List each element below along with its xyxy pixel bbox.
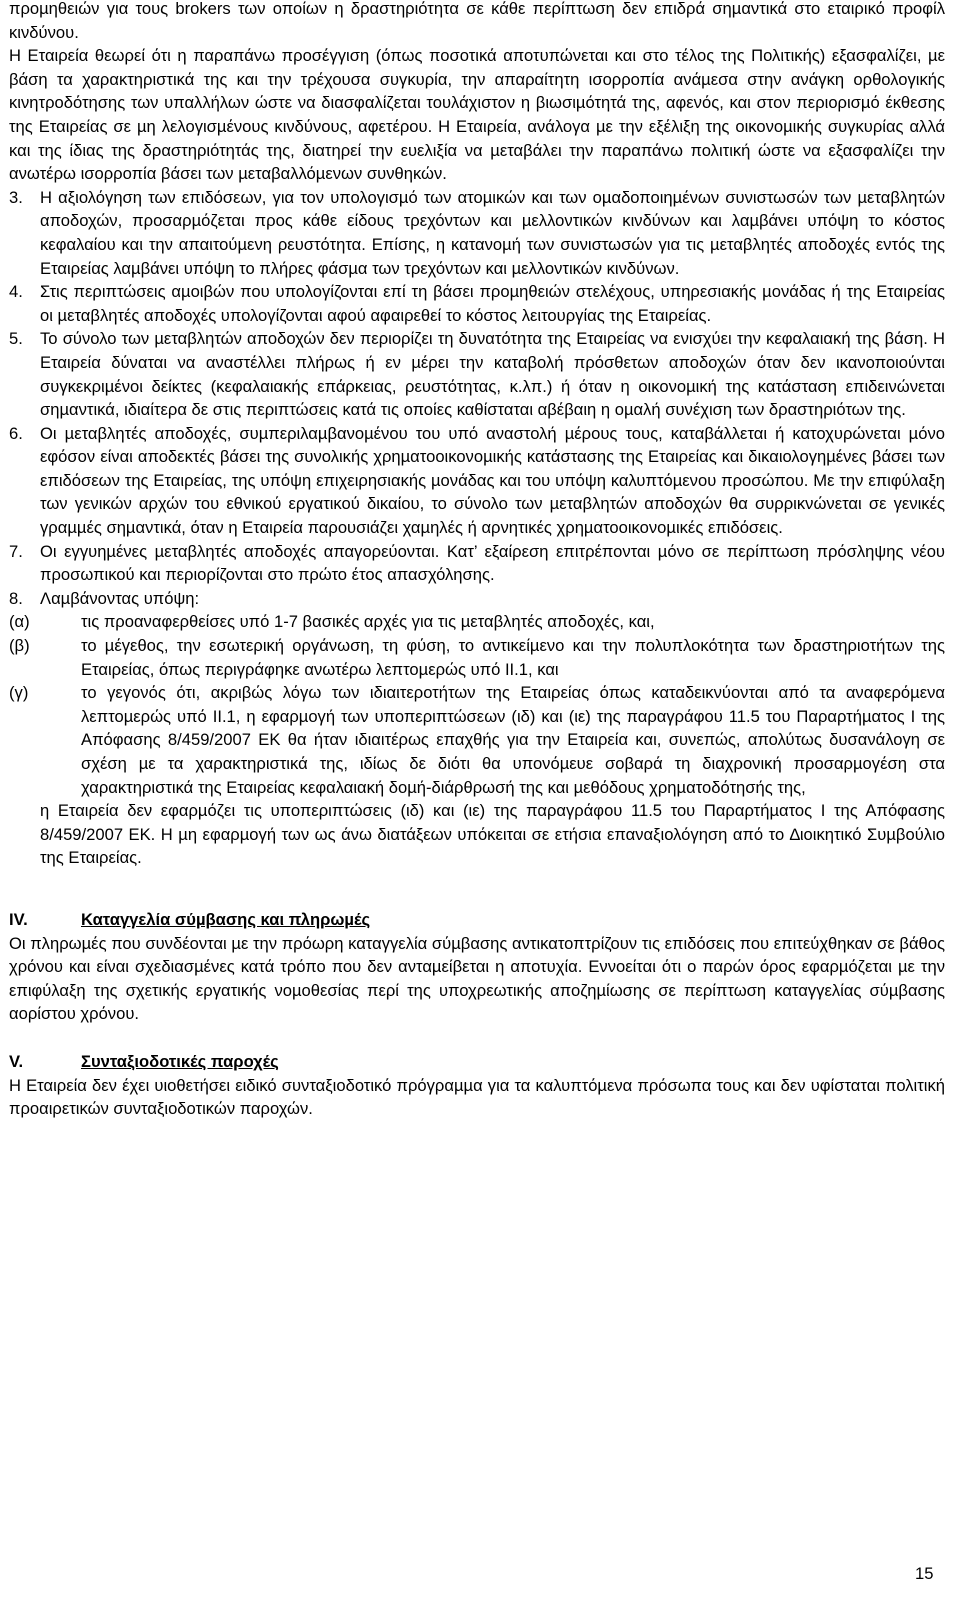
list-item-text: Λαµβάνοντας υπόψη: [40,588,200,608]
sub-item-text: το µέγεθος, την εσωτερική οργάνωση, τη φύση, το αντικείµενο και την πολυπλοκότητα των δραστηριοτήτων της Εταιρείας, όπως περιγράφηκε ανωτέρω λεπτοµερώς υπό ΙΙ.1, και [81,636,945,679]
list-item-text: Η αξιολόγηση των επιδόσεων, για τον υπολογισµό των ατοµικών και των οµαδοποιηµένων συνιστωσών των µεταβλητών αποδοχών, προσαρµόζεται προς κάθε είδους τρεχόντων και µελλοντικών κινδύνων και λαµβάνει υπόψη το κόστος κεφαλαίου και την απαιτούµενη ρευστότητα. Επίσης, η κατανοµή των συνιστωσών για τις µεταβλητές αποδοχές εντός της Εταιρείας λαµβάνει υπόψη το πλήρες φάσµα των τρεχόντων και µελλοντικών κινδύνων. [40,187,945,278]
list-item-number: 7. [9,541,23,561]
conclusion-paragraph: η Εταιρεία δεν εφαρµόζει τις υποπεριπτώσεις (ιδ) και (ιε) της παραγράφου 11.5 του Παραρτήµατος Ι της Απόφασης 8/459/2007 ΕΚ. Η µη εφαρµογή των ως άνω διατάξεων υπόκειται σε ετήσια επαναξιολόγηση από το ∆ιοικητικό Συµβούλιο της Εταιρείας. [40,801,945,868]
list-item-5 [9,327,945,421]
sub-item-letter: (β) [9,636,30,656]
spacer [9,1026,945,1050]
list-item-number: 5. [9,329,23,349]
section-title: Συνταξιοδοτικές παροχές [81,1051,279,1071]
sub-item-letter: (α) [9,612,30,632]
section-heading [9,1050,945,1074]
list-item-text: Το σύνολο των µεταβλητών αποδοχών δεν περιορίζει τη δυνατότητα της Εταιρείας να ενισχύει την κεφαλαιακή της βάση. Η Εταιρεία δύναται να αναστέλλει πλήρως ή εν µέρει την καταβολή πρόσθετων αποδοχών όταν δεν ικανοποιούνται συγκεκριµένοι δείκτες (κεφαλαιακής επάρκειας, ρευστότητας, κ.λπ.) ή όταν η οικονοµική της κατάσταση επιδεινώνεται σηµαντικά, ιδιαίτερα δε στις περιπτώσεις κατά τις οποίες καθίσταται αβέβαιη η οµαλή συνέχιση των δραστηριότων της. [40,329,945,420]
section-iv [9,908,945,1026]
page-number: 15 [915,1564,934,1583]
list-item-4 [9,280,945,327]
spacer [9,870,945,908]
section-title: Καταγγελία σύµβασης και πληρωµές [81,909,371,929]
list-item-number: 4. [9,282,23,302]
list-item-text: Οι µεταβλητές αποδοχές, συµπεριλαµβανοµένου του υπό αναστολή µέρους τους, καταβάλλεται ή κατοχυρώνεται µόνο εφόσον είναι αποδεκτές βάσει της συνολικής χρηµατοοικονοµικής κατάστασης της Εταιρείας και δικαιολογηµένες βάσει των επιδόσεων της Εταιρείας, της υπόψη επιχειρησιακής µονάδας και του υπόψη καλυπτόµενου προσώπου. Με την επιφύλαξη των γενικών αρχών του εθνικού εργατικού δικαίου, το σύνολο των µεταβλητών αποδοχών θα συρρικνώνεται σε γενικές γραµµές σηµαντικά, όταν η Εταιρεία παρουσιάζει χαµηλές ή αρνητικές χρηµατοοικονοµικές επιδόσεις. [40,423,945,538]
sub-item-text: το γεγονός ότι, ακριβώς λόγω των ιδιαιτεροτήτων της Εταιρείας όπως καταδεικνύονται από τα αναφερόµενα λεπτοµερώς υπό ΙΙ.1, η εφαρµογή των υποπεριπτώσεων (ιδ) και (ιε) της παραγράφου 11.5 του Παραρτήµατος Ι της Απόφασης 8/459/2007 ΕΚ θα ήταν ιδιαιτέρως επαχθής για την Εταιρεία και, συνεπώς, απολύτως δυσανάλογη σε σχέση µε τα χαρακτηριστικά της, ιδίως δε διότι θα υπονόµευε σοβαρά τη διαχρονική προσαρµογέση στα χαρακτηριστικά της Εταιρείας κεφαλαιακή δοµή-διάρθρωσή της και µεθόδους χρηµατοδότησής της, [81,683,945,797]
intro-paragraph: Η Εταιρεία θεωρεί ότι η παραπάνω προσέγγιση (όπως ποσοτικά αποτυπώνεται και στο τέλος της Πολιτικής) εξασφαλίζει, µε βάση τα χαρακτηριστικά της και την τρέχουσα συγκυρία, την απαραίτητη ισορροπία ανάµεσα στην ανάγκη ορθολογικής κινητροδότησης των υπαλλήλων ώστε να διασφαλίζεται τουλάχιστον η βιωσιµότητά της, αφενός, και στον περιορισµό έκθεσης της Εταιρείας σε µη λελογισµένους κινδύνους, αφετέρου. Η Εταιρεία, ανάλογα µε την εξέλιξη της οικονοµικής συγκυρίας αλλά και της ίδιας της δραστηριότητάς της, διατηρεί την ευελιξία να µεταβάλει την παραπάνω πολιτική ώστε να εξασφαλίζει την ανωτέρω ισορροπία βάσει των µεταβαλλόµενων συνθηκών. [9,46,945,184]
sub-item-c [9,681,945,799]
intro-continuation: προµηθειών για τους brokers των οποίων η δραστηριότητα σε κάθε περίπτωση δεν επιδρά σηµαντικά στο εταιρικό προφίλ κινδύνου. [9,0,945,42]
section-v [9,1050,945,1121]
list-item-number: 8. [9,588,23,608]
list-item-6 [9,422,945,540]
section-text: Η Εταιρεία δεν έχει υιοθετήσει ειδικό συνταξιοδοτικό πρόγραµµα για τα καλυπτόµενα πρόσωπα τους και δεν υφίσταται πολιτική προαιρετικών συνταξιοδοτικών παροχών. [9,1075,945,1119]
section-text: Οι πληρωµές που συνδέονται µε την πρόωρη καταγγελία σύµβασης αντικατοπτρίζουν τις επιδόσεις που επιτεύχθηκαν σε βάθος χρόνου και είναι σχεδιασµένες κατά τρόπο που δεν ανταµείβεται η αποτυχία. Εννοείται ότι ο παρών όρος εφαρµόζεται µε την επιφύλαξη της σχετικής εργατικής νοµοθεσίας περί της υποχρεωτικής αποζηµίωσης σε περίπτωση καταγγελίας σύµβασης αορίστου χρόνου. [9,933,945,1024]
list-item-8 [9,587,945,611]
list-item-text: Στις περιπτώσεις αµοιβών που υπολογίζονται επί τη βάσει προµηθειών στελέχους, υπηρεσιακής µονάδας ή της Εταιρείας οι µεταβλητές αποδοχές υπολογίζονται αφού αφαιρεθεί το κόστος λειτουργίας της Εταιρείας. [40,282,945,325]
list-item-3 [9,186,945,280]
list-item-7 [9,540,945,587]
list-item-number: 6. [9,423,23,443]
document-page [9,0,945,1121]
sub-item-a [9,610,945,634]
section-heading [9,908,945,932]
section-numeral: IV. [9,909,28,929]
sub-item-b [9,634,945,681]
section-numeral: V. [9,1051,24,1071]
list-item-text: Οι εγγυηµένες µεταβλητές αποδοχές απαγορεύονται. Κατ’ εξαίρεση επιτρέπονται µόνο σε περίπτωση πρόσληψης νέου προσωπικού και περιορίζονται στο πρώτο έτος απασχόλησης. [40,541,945,585]
sub-item-letter: (γ) [9,683,29,703]
sub-item-text: τις προαναφερθείσες υπό 1-7 βασικές αρχές για τις µεταβλητές αποδοχές, και, [81,612,655,632]
list-item-number: 3. [9,187,23,207]
